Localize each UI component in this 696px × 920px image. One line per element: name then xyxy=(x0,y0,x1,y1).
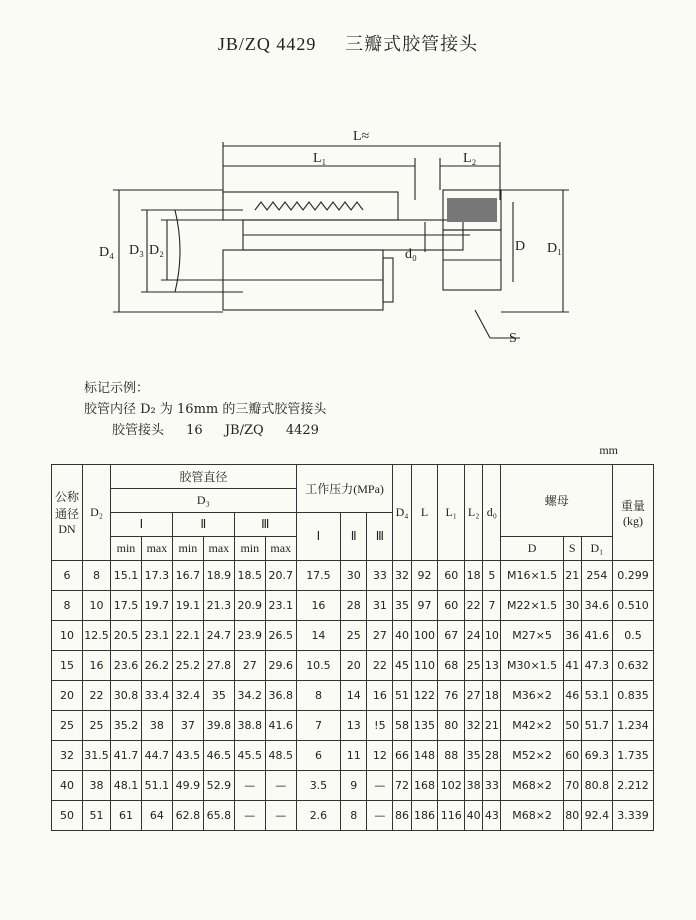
table-cell: 12.5 xyxy=(83,621,111,651)
table-cell: 92.4 xyxy=(581,801,612,831)
table-cell: 31.5 xyxy=(83,741,111,771)
table-cell: 15 xyxy=(52,651,83,681)
table-cell: 45.5 xyxy=(234,741,265,771)
table-cell: 21.3 xyxy=(203,591,234,621)
table-cell: 32.4 xyxy=(172,681,203,711)
table-cell: 61 xyxy=(111,801,142,831)
table-cell: 60 xyxy=(563,741,581,771)
header-pressure-2: Ⅱ xyxy=(341,513,367,561)
table-cell: — xyxy=(234,771,265,801)
table-cell: 27.8 xyxy=(203,651,234,681)
table-cell: 35 xyxy=(393,591,411,621)
table-cell: 36 xyxy=(563,621,581,651)
table-body xyxy=(52,561,654,831)
dim-S: S xyxy=(509,331,517,346)
table-cell: 32 xyxy=(52,741,83,771)
table-cell: 7 xyxy=(296,711,340,741)
dim-d0: d₀ xyxy=(405,247,417,262)
table-cell: 34.6 xyxy=(581,591,612,621)
spec-table xyxy=(51,464,654,831)
header-nut-d1: D₁ xyxy=(581,537,612,561)
table-cell: 65.8 xyxy=(203,801,234,831)
table-cell: 0.5 xyxy=(613,621,654,651)
table-cell: 19.7 xyxy=(141,591,172,621)
table-cell: 0.632 xyxy=(613,651,654,681)
table-cell: 31 xyxy=(367,591,393,621)
header-dn: 公称通径DN xyxy=(52,465,83,561)
table-cell: 51.1 xyxy=(141,771,172,801)
header-max: max xyxy=(203,537,234,561)
header-grade-3: Ⅲ xyxy=(234,513,296,537)
table-row xyxy=(52,711,654,741)
table-cell: 10 xyxy=(52,621,83,651)
table-cell: M42×2 xyxy=(501,711,563,741)
table-cell: 19.1 xyxy=(172,591,203,621)
table-cell: 8 xyxy=(52,591,83,621)
table-cell: 22 xyxy=(83,681,111,711)
table-cell: 26.2 xyxy=(141,651,172,681)
table-cell: 58 xyxy=(393,711,411,741)
header-max: max xyxy=(265,537,296,561)
table-cell: 25.2 xyxy=(172,651,203,681)
table-cell: 50 xyxy=(563,711,581,741)
table-cell: 48.1 xyxy=(111,771,142,801)
table-cell: 41.7 xyxy=(111,741,142,771)
table-cell: 33.4 xyxy=(141,681,172,711)
table-cell: 20 xyxy=(52,681,83,711)
header-nut: 螺母 xyxy=(501,465,613,537)
table-cell: 15.1 xyxy=(111,561,142,591)
table-cell: 17.5 xyxy=(111,591,142,621)
header-weight: 重量(kg) xyxy=(613,465,654,561)
example-mark xyxy=(84,420,337,441)
table-cell: 23.6 xyxy=(111,651,142,681)
table-cell: 22.1 xyxy=(172,621,203,651)
dim-D: D xyxy=(515,239,526,254)
table-cell: 16 xyxy=(83,651,111,681)
table-cell: 1.234 xyxy=(613,711,654,741)
dim-D1: D₁ xyxy=(547,241,562,256)
table-cell: 27 xyxy=(234,651,265,681)
table-cell: 35 xyxy=(465,741,483,771)
header-nut-s: S xyxy=(563,537,581,561)
dim-D4: D₄ xyxy=(99,245,114,260)
table-cell: 41.6 xyxy=(581,621,612,651)
table-cell: 10 xyxy=(483,621,501,651)
table-cell: 39.8 xyxy=(203,711,234,741)
table-cell: 21 xyxy=(483,711,501,741)
table-cell: 3.5 xyxy=(296,771,340,801)
table-cell: 28 xyxy=(483,741,501,771)
table-cell: !5 xyxy=(367,711,393,741)
table-cell: 100 xyxy=(411,621,438,651)
table-cell: 22 xyxy=(367,651,393,681)
table-cell: 33 xyxy=(483,771,501,801)
table-cell: 66 xyxy=(393,741,411,771)
table-cell: 18 xyxy=(465,561,483,591)
dim-L: L≈ xyxy=(353,129,370,144)
table-row xyxy=(52,741,654,771)
unit-label: mm xyxy=(599,443,618,457)
table-row xyxy=(52,591,654,621)
table-cell: 8 xyxy=(296,681,340,711)
header-l: L xyxy=(411,465,438,561)
header-grade-2: Ⅱ xyxy=(172,513,234,537)
table-cell: 20.5 xyxy=(111,621,142,651)
table-cell: 3.339 xyxy=(613,801,654,831)
dim-D2: D₂ xyxy=(149,243,164,258)
table-cell: 38 xyxy=(83,771,111,801)
table-cell: 80 xyxy=(438,711,465,741)
table-cell: 60 xyxy=(438,561,465,591)
table-cell: 8 xyxy=(341,801,367,831)
product-name: 三瓣式胶管接头 xyxy=(345,34,479,55)
table-cell: 25 xyxy=(83,711,111,741)
table-row xyxy=(52,801,654,831)
table-cell: — xyxy=(367,801,393,831)
mark-size: 16 xyxy=(186,423,203,438)
table-row xyxy=(52,681,654,711)
table-cell: 62.8 xyxy=(172,801,203,831)
table-cell: 49.9 xyxy=(172,771,203,801)
table-cell: 32 xyxy=(465,711,483,741)
table-cell: 24.7 xyxy=(203,621,234,651)
table-cell: 9 xyxy=(341,771,367,801)
header-pressure-3: Ⅲ xyxy=(367,513,393,561)
header-grade-1: Ⅰ xyxy=(111,513,173,537)
table-cell: 6 xyxy=(296,741,340,771)
table-cell: 5 xyxy=(483,561,501,591)
dim-L2: L₂ xyxy=(463,151,477,166)
table-cell: 30 xyxy=(563,591,581,621)
table-cell: 41 xyxy=(563,651,581,681)
table-cell: — xyxy=(367,771,393,801)
table-cell: 45 xyxy=(393,651,411,681)
table-cell: 17.5 xyxy=(296,561,340,591)
table-cell: 0.835 xyxy=(613,681,654,711)
table-cell: 29.6 xyxy=(265,651,296,681)
table-cell: 18.5 xyxy=(234,561,265,591)
table-cell: 60 xyxy=(438,591,465,621)
table-cell: 135 xyxy=(411,711,438,741)
table-cell: 35 xyxy=(203,681,234,711)
table-cell: 80 xyxy=(563,801,581,831)
table-cell: 51.7 xyxy=(581,711,612,741)
table-cell: 23.9 xyxy=(234,621,265,651)
table-cell: 254 xyxy=(581,561,612,591)
table-cell: 18.9 xyxy=(203,561,234,591)
header-l1: L₁ xyxy=(438,465,465,561)
table-cell: 26.5 xyxy=(265,621,296,651)
table-cell: M16×1.5 xyxy=(501,561,563,591)
table-cell: 14 xyxy=(341,681,367,711)
mark-standard: JB/ZQ xyxy=(224,423,264,438)
table-cell: 92 xyxy=(411,561,438,591)
table-cell: 23.1 xyxy=(265,591,296,621)
table-cell: 30.8 xyxy=(111,681,142,711)
table-cell: 33 xyxy=(367,561,393,591)
table-cell: 35.2 xyxy=(111,711,142,741)
table-cell: 168 xyxy=(411,771,438,801)
table-cell: 102 xyxy=(438,771,465,801)
table-cell: — xyxy=(234,801,265,831)
table-cell: 0.510 xyxy=(613,591,654,621)
table-cell: 88 xyxy=(438,741,465,771)
table-cell: 20.7 xyxy=(265,561,296,591)
dim-L1: L₁ xyxy=(313,151,327,166)
table-cell: 1.735 xyxy=(613,741,654,771)
table-cell: 22 xyxy=(465,591,483,621)
table-cell: 44.7 xyxy=(141,741,172,771)
table-row xyxy=(52,771,654,801)
mark-number: 4429 xyxy=(285,423,319,438)
page-title xyxy=(0,30,696,56)
standard-number: JB/ZQ 4429 xyxy=(217,34,317,54)
table-cell: 53.1 xyxy=(581,681,612,711)
table-cell: M22×1.5 xyxy=(501,591,563,621)
table-cell: M27×5 xyxy=(501,621,563,651)
table-cell: 18 xyxy=(483,681,501,711)
table-cell: 116 xyxy=(438,801,465,831)
header-max: max xyxy=(141,537,172,561)
table-cell: 28 xyxy=(341,591,367,621)
table-cell: M30×1.5 xyxy=(501,651,563,681)
table-cell: 46 xyxy=(563,681,581,711)
table-cell: 48.5 xyxy=(265,741,296,771)
header-pressure-1: Ⅰ xyxy=(296,513,340,561)
table-cell: M52×2 xyxy=(501,741,563,771)
table-cell: 80.8 xyxy=(581,771,612,801)
table-cell: M68×2 xyxy=(501,801,563,831)
table-row xyxy=(52,561,654,591)
table-cell: 40 xyxy=(52,771,83,801)
table-cell: 38.8 xyxy=(234,711,265,741)
table-cell: 38 xyxy=(465,771,483,801)
table-cell: 25 xyxy=(341,621,367,651)
table-cell: M68×2 xyxy=(501,771,563,801)
table-cell: 6 xyxy=(52,561,83,591)
table-cell: M36×2 xyxy=(501,681,563,711)
example-description: 胶管内径 D₂ 为 16mm 的三瓣式胶管接头 xyxy=(84,402,327,417)
header-min: min xyxy=(234,537,265,561)
table-cell: 38 xyxy=(141,711,172,741)
table-cell: 14 xyxy=(296,621,340,651)
table-cell: 40 xyxy=(393,621,411,651)
table-row xyxy=(52,621,654,651)
table-cell: 37 xyxy=(172,711,203,741)
table-cell: 34.2 xyxy=(234,681,265,711)
table-cell: 20.9 xyxy=(234,591,265,621)
table-cell: 122 xyxy=(411,681,438,711)
header-d2: D₂ xyxy=(83,465,111,561)
header-hose-diameter: 胶管直径 xyxy=(111,465,297,489)
table-cell: 72 xyxy=(393,771,411,801)
table-cell: 27 xyxy=(465,681,483,711)
table-cell: 46.5 xyxy=(203,741,234,771)
table-cell: 50 xyxy=(52,801,83,831)
table-cell: 7 xyxy=(483,591,501,621)
table-cell: 32 xyxy=(393,561,411,591)
table-cell: 41.6 xyxy=(265,711,296,741)
table-cell: 76 xyxy=(438,681,465,711)
table-cell: 16.7 xyxy=(172,561,203,591)
table-cell: 97 xyxy=(411,591,438,621)
table-cell: 12 xyxy=(367,741,393,771)
table-cell: 68 xyxy=(438,651,465,681)
header-nut-d: D xyxy=(501,537,563,561)
table-cell: 24 xyxy=(465,621,483,651)
table-cell: 86 xyxy=(393,801,411,831)
header-min: min xyxy=(172,537,203,561)
table-cell: 25 xyxy=(52,711,83,741)
dim-D3: D₃ xyxy=(129,243,144,258)
table-cell: 25 xyxy=(465,651,483,681)
table-cell: 0.299 xyxy=(613,561,654,591)
table-cell: 30 xyxy=(341,561,367,591)
table-cell: 21 xyxy=(563,561,581,591)
table-cell: 110 xyxy=(411,651,438,681)
table-cell: 16 xyxy=(296,591,340,621)
header-l2: L₂ xyxy=(465,465,483,561)
table-cell: 8 xyxy=(83,561,111,591)
table-cell: 43 xyxy=(483,801,501,831)
example-heading: 标记示例： xyxy=(84,381,150,396)
table-cell: 11 xyxy=(341,741,367,771)
table-cell: — xyxy=(265,771,296,801)
table-cell: 186 xyxy=(411,801,438,831)
table-cell: 2.212 xyxy=(613,771,654,801)
header-d0: d₀ xyxy=(483,465,501,561)
table-cell: 64 xyxy=(141,801,172,831)
header-d4: D₄ xyxy=(393,465,411,561)
table-cell: 51 xyxy=(393,681,411,711)
table-cell: 10.5 xyxy=(296,651,340,681)
table-cell: 47.3 xyxy=(581,651,612,681)
table-cell: — xyxy=(265,801,296,831)
table-cell: 10 xyxy=(83,591,111,621)
table-cell: 52.9 xyxy=(203,771,234,801)
table-cell: 69.3 xyxy=(581,741,612,771)
table-cell: 40 xyxy=(465,801,483,831)
mark-part: 胶管接头 xyxy=(112,423,165,438)
table-cell: 43.5 xyxy=(172,741,203,771)
table-cell: 23.1 xyxy=(141,621,172,651)
table-row xyxy=(52,651,654,681)
table-cell: 70 xyxy=(563,771,581,801)
table-cell: 20 xyxy=(341,651,367,681)
table-cell: 36.8 xyxy=(265,681,296,711)
table-cell: 148 xyxy=(411,741,438,771)
table-cell: 2.6 xyxy=(296,801,340,831)
table-cell: 16 xyxy=(367,681,393,711)
table-cell: 13 xyxy=(483,651,501,681)
marking-example xyxy=(84,378,337,441)
table-cell: 27 xyxy=(367,621,393,651)
table-cell: 67 xyxy=(438,621,465,651)
header-min: min xyxy=(111,537,142,561)
header-d3: D₃ xyxy=(111,489,297,513)
table-cell: 17.3 xyxy=(141,561,172,591)
table-cell: 13 xyxy=(341,711,367,741)
table-cell: 51 xyxy=(83,801,111,831)
header-pressure: 工作压力(MPa) xyxy=(296,465,393,513)
technical-drawing xyxy=(95,110,575,360)
